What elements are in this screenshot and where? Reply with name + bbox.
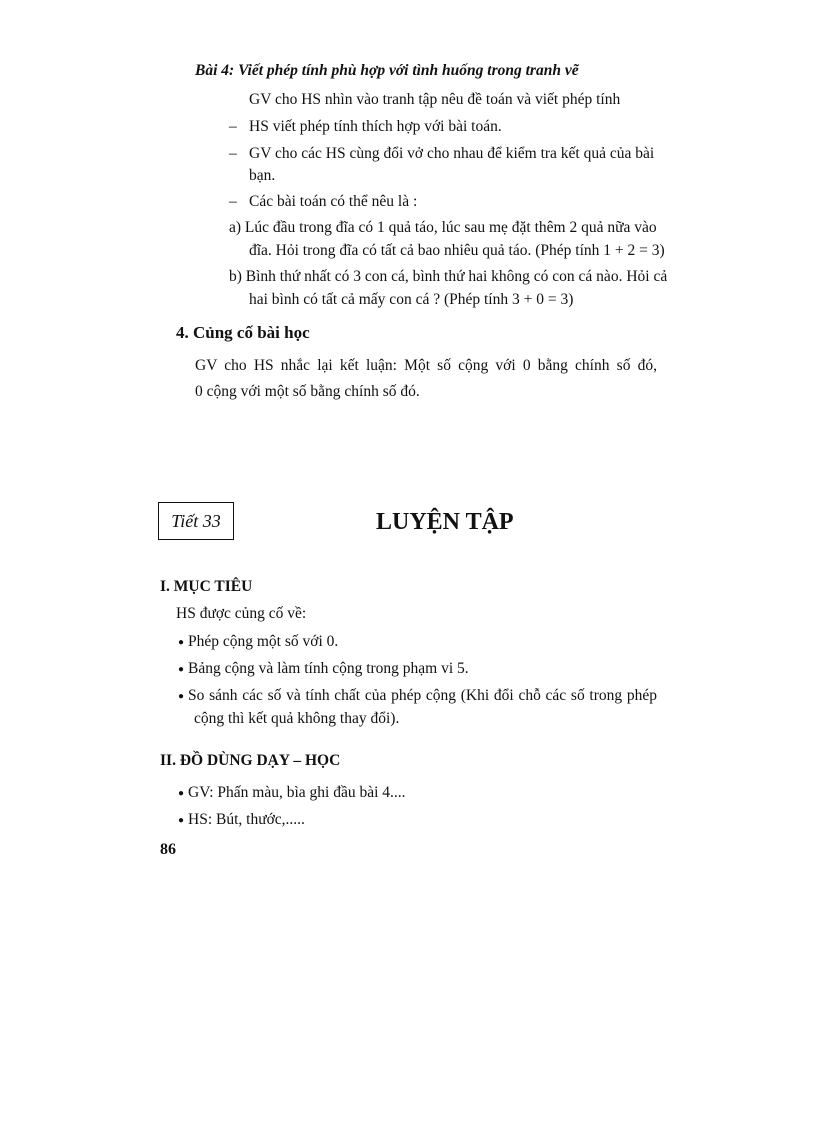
- objectives-intro: HS được củng cố về:: [176, 605, 307, 622]
- objective-item: [178, 686, 657, 707]
- objective-item: [178, 659, 469, 680]
- step-text: GV cho các HS cùng đổi vở cho nhau để kiểm tra kết quả của bài: [249, 145, 655, 162]
- objective-item-continued: cộng thì kết quả không thay đổi).: [194, 710, 400, 727]
- objective-text: So sánh các số và tính chất của phép cộng (Khi đổi chỗ các số trong phép: [188, 687, 657, 704]
- lesson-title: LUYỆN TẬP: [376, 509, 514, 535]
- bullet-icon: ●: [178, 691, 185, 702]
- section-heading-review: 4. Củng cố bài học: [176, 323, 310, 342]
- problem-b-line-1: b) Bình thứ nhất có 3 con cá, bình thứ hai không có con cá nào. Hỏi cả: [229, 268, 668, 285]
- exercise-4-heading: [195, 61, 579, 81]
- materials-item: [178, 783, 406, 804]
- bullet-icon: ●: [178, 637, 185, 648]
- materials-item: [178, 810, 305, 831]
- bullet-icon: ●: [178, 815, 185, 826]
- materials-text: HS: Bút, thước,.....: [188, 811, 305, 828]
- page-number: 86: [160, 841, 176, 858]
- dash-mark: –: [229, 118, 237, 135]
- exercise-4-label: Bài 4:: [195, 62, 235, 79]
- review-line-2: 0 cộng với một số bằng chính số đó.: [195, 383, 420, 400]
- exercise-4-title: Viết phép tính phù hợp với tình huống trong tranh vẽ: [238, 62, 579, 79]
- problem-a-line-1: a) Lúc đầu trong đĩa có 1 quả táo, lúc sau mẹ đặt thêm 2 quả nữa vào: [229, 219, 657, 236]
- step-text: HS viết phép tính thích hợp với bài toán.: [249, 118, 502, 135]
- exercise-4-step-2: [229, 117, 502, 137]
- objective-text: Bảng cộng và làm tính cộng trong phạm vi 5.: [188, 660, 469, 677]
- step-text: GV cho HS nhìn vào tranh tập nêu đề toán và viết phép tính: [249, 91, 621, 108]
- section-heading-materials: II. ĐỒ DÙNG DẠY – HỌC: [160, 752, 341, 769]
- objective-item: [178, 632, 338, 653]
- objective-text: Phép cộng một số với 0.: [188, 633, 339, 650]
- lesson-number-box: [158, 502, 234, 540]
- bullet-icon: ●: [178, 788, 185, 799]
- review-line-1: GV cho HS nhắc lại kết luận: Một số cộng với 0 bằng chính số đó,: [195, 357, 657, 374]
- materials-text: GV: Phấn màu, bìa ghi đầu bài 4....: [188, 784, 406, 801]
- problem-a-line-2: đĩa. Hỏi trong đĩa có tất cả bao nhiêu quả táo. (Phép tính 1 + 2 = 3): [249, 242, 665, 259]
- exercise-4-step-1: [229, 90, 620, 110]
- exercise-4-step-3-continued: bạn.: [249, 167, 276, 184]
- bullet-icon: ●: [178, 664, 185, 675]
- dash-mark: –: [229, 145, 237, 162]
- step-text: Các bài toán có thể nêu là :: [249, 193, 418, 210]
- problem-b-line-2: hai bình có tất cả mấy con cá ? (Phép tính 3 + 0 = 3): [249, 291, 574, 308]
- section-heading-objectives: I. MỤC TIÊU: [160, 578, 253, 595]
- exercise-4-step-4: [229, 192, 417, 212]
- exercise-4-step-3: [229, 144, 657, 164]
- lesson-number: Tiết 33: [171, 510, 221, 531]
- dash-mark: –: [229, 193, 237, 210]
